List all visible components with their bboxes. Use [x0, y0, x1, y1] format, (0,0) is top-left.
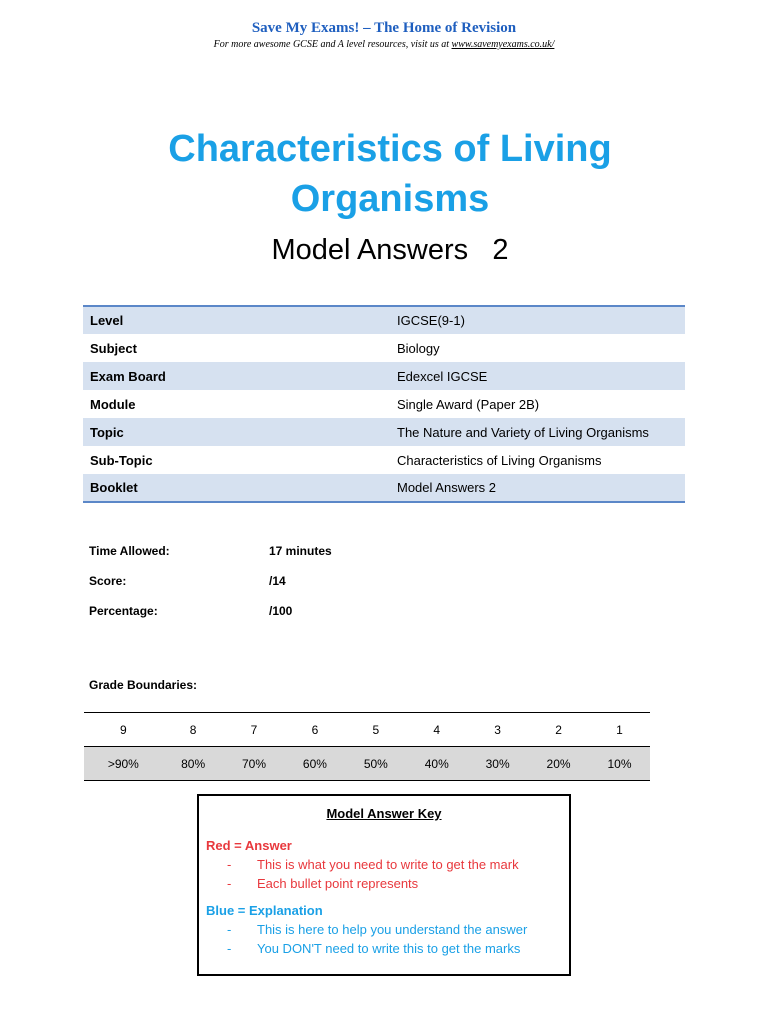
- bullet-dash: -: [227, 876, 232, 891]
- grade-row: [84, 713, 650, 747]
- time-allowed-label: Time Allowed:: [89, 544, 170, 558]
- bullet-dash: -: [227, 857, 232, 872]
- percentage-value: /100: [269, 604, 293, 618]
- info-row: [83, 418, 685, 446]
- info-key: Booklet: [83, 474, 390, 502]
- blue-item: [227, 922, 527, 937]
- percentage-cell: 50%: [345, 747, 406, 781]
- site-header-subtitle: [0, 39, 768, 50]
- red-answer-label: Red = Answer: [206, 838, 292, 853]
- info-key: Exam Board: [90, 368, 166, 384]
- answer-key-title: Model Answer Key: [326, 806, 442, 821]
- grade-cell: 3: [467, 713, 528, 747]
- grade-cell: 4: [406, 713, 467, 747]
- percentage-row: [84, 747, 650, 781]
- percentage-label: Percentage:: [89, 604, 158, 618]
- blue-explanation-label: Blue = Explanation: [206, 903, 323, 918]
- grade-cell: 9: [84, 713, 163, 747]
- page-subtitle: Model Answers 2: [271, 234, 509, 266]
- info-row: [83, 306, 685, 334]
- score: [89, 574, 286, 588]
- grade-cell: 6: [284, 713, 345, 747]
- info-value: Model Answers 2: [390, 474, 685, 502]
- site-link[interactable]: www.savemyexams.co.uk/: [451, 39, 555, 50]
- percentage-cell: >90%: [84, 747, 163, 781]
- time-allowed: [89, 544, 332, 558]
- info-table: [83, 305, 685, 503]
- percentage-cell: 60%: [284, 747, 345, 781]
- blue-item-text: This is here to help you understand the answer: [257, 922, 528, 937]
- info-value: Biology: [397, 340, 440, 356]
- percentage-cell: 40%: [406, 747, 467, 781]
- info-row: [83, 446, 685, 474]
- info-value: IGCSE(9-1): [390, 306, 685, 334]
- info-key: Module: [90, 396, 136, 412]
- grade-boundaries-table: [84, 712, 650, 781]
- info-key: Sub-Topic: [90, 452, 153, 468]
- bullet-dash: -: [227, 941, 232, 956]
- percentage-cell: 70%: [224, 747, 285, 781]
- time-allowed-value: 17 minutes: [269, 544, 332, 558]
- site-header-text: For more awesome GCSE and A level resources, visit us at: [213, 39, 450, 50]
- red-item-text: Each bullet point represents: [257, 876, 419, 891]
- info-row: [83, 362, 685, 390]
- info-value: Edexcel IGCSE: [397, 368, 488, 384]
- info-row: [83, 390, 685, 418]
- grade-cell: 8: [163, 713, 224, 747]
- percentage-cell: 20%: [528, 747, 589, 781]
- red-item: [227, 876, 418, 891]
- percentage-cell: 80%: [163, 747, 224, 781]
- info-value: Single Award (Paper 2B): [397, 396, 540, 412]
- grade-boundaries-label: Grade Boundaries:: [89, 678, 198, 692]
- percentage-cell: 10%: [589, 747, 650, 781]
- info-key: Level: [83, 306, 390, 334]
- grade-cell: 5: [345, 713, 406, 747]
- blue-item: [227, 941, 520, 956]
- red-item-text: This is what you need to write to get the mark: [257, 857, 519, 872]
- red-item: [227, 857, 519, 872]
- score-label: Score:: [89, 574, 127, 588]
- site-header-title: Save My Exams! – The Home of Revision: [251, 20, 517, 36]
- info-row: [83, 474, 685, 502]
- info-value: The Nature and Variety of Living Organisms: [397, 424, 649, 440]
- grade-cell: 7: [224, 713, 285, 747]
- grade-cell: 2: [528, 713, 589, 747]
- model-answer-key: [197, 794, 571, 976]
- grade-cell: 1: [589, 713, 650, 747]
- info-key: Topic: [90, 424, 124, 440]
- page-title: Characteristics of Living Organisms: [168, 128, 612, 220]
- site-header: [0, 20, 768, 50]
- score-value: /14: [269, 574, 286, 588]
- info-row: [83, 334, 685, 362]
- percentage: [89, 604, 293, 618]
- blue-item-text: You DON'T need to write this to get the marks: [257, 941, 521, 956]
- bullet-dash: -: [227, 922, 232, 937]
- percentage-cell: 30%: [467, 747, 528, 781]
- info-key: Subject: [90, 340, 137, 356]
- info-value: Characteristics of Living Organisms: [397, 452, 602, 468]
